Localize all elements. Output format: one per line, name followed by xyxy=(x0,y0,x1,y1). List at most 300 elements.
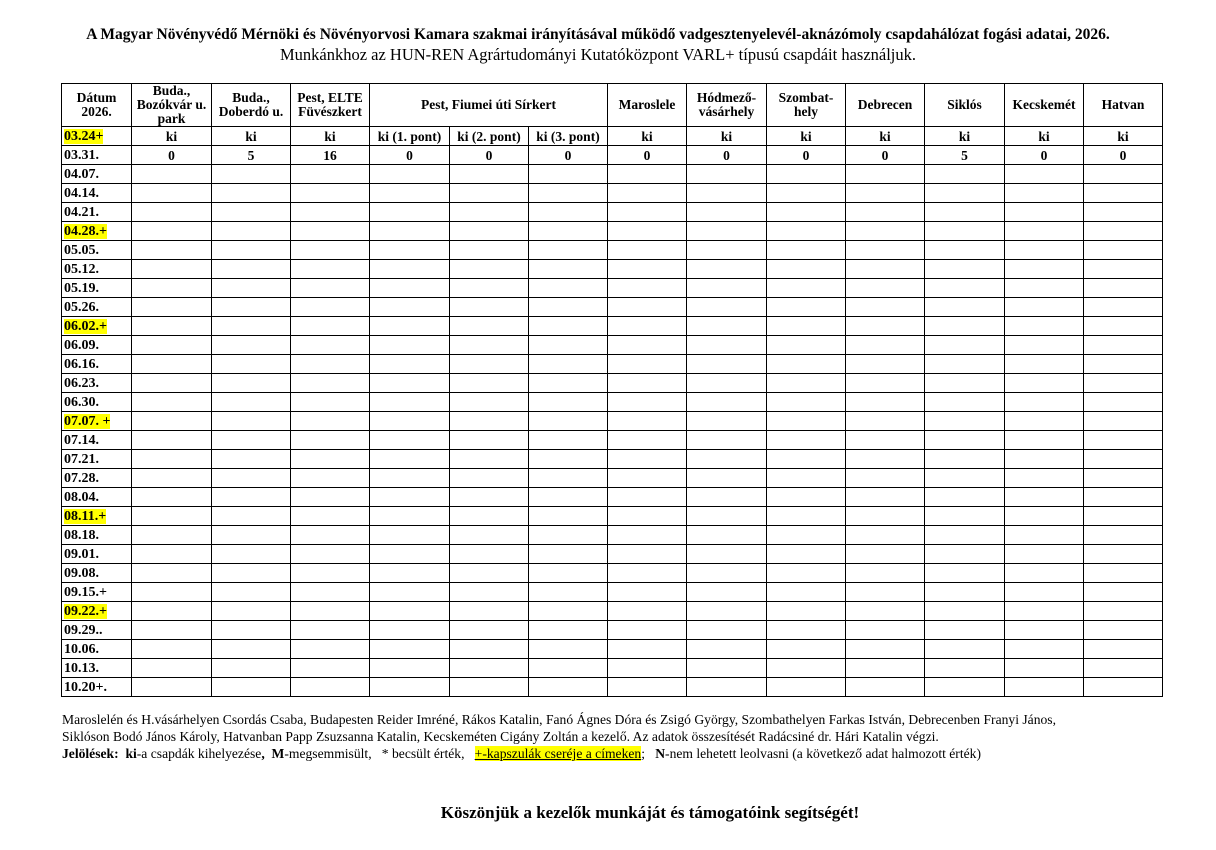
value-cell xyxy=(370,469,450,488)
value-cell xyxy=(212,203,291,222)
value-cell xyxy=(925,640,1005,659)
value-cell xyxy=(370,678,450,697)
value-cell xyxy=(687,583,767,602)
value-cell xyxy=(370,298,450,317)
value-cell xyxy=(291,621,370,640)
header-kecskemet: Kecskemét xyxy=(1005,84,1084,127)
value-cell xyxy=(212,488,291,507)
table-row xyxy=(62,355,1163,374)
value-cell: ki xyxy=(1084,127,1163,146)
value-cell xyxy=(1084,336,1163,355)
value-cell xyxy=(132,431,212,450)
table-row xyxy=(62,488,1163,507)
header-hatvan: Hatvan xyxy=(1084,84,1163,127)
value-cell xyxy=(450,564,529,583)
value-cell xyxy=(925,298,1005,317)
value-cell xyxy=(767,260,846,279)
table-row xyxy=(62,298,1163,317)
value-cell xyxy=(1005,374,1084,393)
value-cell xyxy=(608,526,687,545)
value-cell xyxy=(846,241,925,260)
value-cell xyxy=(687,564,767,583)
value-cell xyxy=(767,298,846,317)
value-cell xyxy=(291,469,370,488)
date-cell xyxy=(62,184,132,203)
value-cell xyxy=(370,222,450,241)
date-cell xyxy=(62,640,132,659)
value-cell xyxy=(687,241,767,260)
value-cell xyxy=(1084,526,1163,545)
value-cell xyxy=(212,260,291,279)
value-cell xyxy=(370,241,450,260)
value-cell xyxy=(370,165,450,184)
value-cell xyxy=(212,336,291,355)
value-cell xyxy=(529,450,608,469)
value-cell xyxy=(608,564,687,583)
value-cell xyxy=(212,602,291,621)
value-cell xyxy=(608,184,687,203)
value-cell: ki xyxy=(1005,127,1084,146)
value-cell xyxy=(1005,469,1084,488)
value-cell xyxy=(687,203,767,222)
date-label: 08.18. xyxy=(64,527,99,543)
table-row xyxy=(62,545,1163,564)
value-cell xyxy=(925,260,1005,279)
value-cell xyxy=(846,678,925,697)
value-cell xyxy=(291,279,370,298)
value-cell xyxy=(132,564,212,583)
value-cell xyxy=(687,469,767,488)
value-cell xyxy=(291,507,370,526)
value-cell xyxy=(132,659,212,678)
date-cell xyxy=(62,336,132,355)
value-cell xyxy=(687,488,767,507)
date-cell xyxy=(62,203,132,222)
value-cell xyxy=(212,298,291,317)
value-cell xyxy=(370,412,450,431)
value-cell xyxy=(370,564,450,583)
value-cell xyxy=(1005,260,1084,279)
date-label: 04.28.+ xyxy=(64,223,107,239)
value-cell xyxy=(450,203,529,222)
value-cell xyxy=(529,678,608,697)
value-cell: ki xyxy=(291,127,370,146)
value-cell xyxy=(291,203,370,222)
value-cell xyxy=(450,222,529,241)
value-cell xyxy=(1005,507,1084,526)
date-cell xyxy=(62,412,132,431)
value-cell xyxy=(608,412,687,431)
value-cell xyxy=(212,507,291,526)
value-cell xyxy=(212,279,291,298)
value-cell xyxy=(1084,355,1163,374)
value-cell xyxy=(767,602,846,621)
value-cell xyxy=(370,260,450,279)
value-cell xyxy=(132,165,212,184)
value-cell xyxy=(767,659,846,678)
value-cell xyxy=(767,621,846,640)
value-cell xyxy=(450,298,529,317)
value-cell xyxy=(370,659,450,678)
header-line: vásárhely xyxy=(698,104,755,119)
value-cell xyxy=(291,564,370,583)
value-cell xyxy=(767,393,846,412)
value-cell xyxy=(450,393,529,412)
value-cell xyxy=(767,412,846,431)
date-label: 04.21. xyxy=(64,204,99,220)
value-cell: 0 xyxy=(767,146,846,165)
value-cell xyxy=(1005,564,1084,583)
header-buda-bozokvar xyxy=(132,84,212,127)
table-row xyxy=(62,146,1163,165)
value-cell xyxy=(450,488,529,507)
value-cell xyxy=(846,602,925,621)
value-cell xyxy=(608,545,687,564)
value-cell: ki xyxy=(132,127,212,146)
value-cell xyxy=(212,678,291,697)
date-cell xyxy=(62,621,132,640)
value-cell xyxy=(608,640,687,659)
table-row xyxy=(62,564,1163,583)
value-cell: ki xyxy=(212,127,291,146)
value-cell xyxy=(846,659,925,678)
value-cell xyxy=(925,393,1005,412)
table-row xyxy=(62,165,1163,184)
value-cell xyxy=(1084,279,1163,298)
value-cell xyxy=(291,431,370,450)
table-row xyxy=(62,621,1163,640)
value-cell xyxy=(767,526,846,545)
date-cell xyxy=(62,317,132,336)
legend-n-text: -nem lehetett leolvasni (a következő adat halmozott érték) xyxy=(665,746,981,761)
value-cell xyxy=(687,659,767,678)
value-cell xyxy=(529,203,608,222)
value-cell xyxy=(1084,507,1163,526)
value-cell xyxy=(925,583,1005,602)
value-cell xyxy=(291,602,370,621)
value-cell xyxy=(370,545,450,564)
header-hodmezovasarhely xyxy=(687,84,767,127)
value-cell xyxy=(925,469,1005,488)
value-cell xyxy=(767,336,846,355)
value-cell xyxy=(687,184,767,203)
value-cell xyxy=(767,450,846,469)
value-cell xyxy=(846,279,925,298)
value-cell xyxy=(370,640,450,659)
value-cell xyxy=(925,507,1005,526)
value-cell xyxy=(132,602,212,621)
value-cell xyxy=(450,602,529,621)
value-cell xyxy=(212,583,291,602)
value-cell xyxy=(1084,165,1163,184)
value-cell xyxy=(132,526,212,545)
header-pest-fiumei: Pest, Fiumei úti Sírkert xyxy=(370,84,608,127)
value-cell xyxy=(529,431,608,450)
date-label: 10.20+. xyxy=(64,679,107,695)
date-label: 05.26. xyxy=(64,299,99,315)
date-label: 07.28. xyxy=(64,470,99,486)
value-cell xyxy=(291,640,370,659)
value-cell xyxy=(132,640,212,659)
value-cell xyxy=(687,336,767,355)
value-cell xyxy=(132,336,212,355)
value-cell: 0 xyxy=(846,146,925,165)
date-label: 05.05. xyxy=(64,242,99,258)
value-cell xyxy=(529,469,608,488)
value-cell xyxy=(450,165,529,184)
value-cell xyxy=(291,165,370,184)
value-cell xyxy=(1084,469,1163,488)
value-cell xyxy=(1005,488,1084,507)
value-cell xyxy=(1005,602,1084,621)
value-cell xyxy=(1084,583,1163,602)
date-label: 09.29.. xyxy=(64,622,103,638)
notes-section xyxy=(62,711,1182,762)
table-row xyxy=(62,659,1163,678)
table-row xyxy=(62,469,1163,488)
value-cell xyxy=(1084,659,1163,678)
value-cell xyxy=(687,412,767,431)
header-line: hely xyxy=(793,104,818,119)
value-cell xyxy=(370,336,450,355)
value-cell xyxy=(1084,545,1163,564)
value-cell xyxy=(608,260,687,279)
value-cell xyxy=(1084,222,1163,241)
date-label: 06.23. xyxy=(64,375,99,391)
value-cell xyxy=(132,317,212,336)
table-row xyxy=(62,336,1163,355)
document-subtitle: Munkánkhoz az HUN-REN Agrártudományi Kutatóközpont VARL+ típusú csapdáit használjuk. xyxy=(279,45,917,64)
value-cell xyxy=(291,260,370,279)
date-label: 08.11.+ xyxy=(64,508,107,524)
date-cell xyxy=(62,678,132,697)
value-cell xyxy=(529,659,608,678)
value-cell xyxy=(450,507,529,526)
value-cell xyxy=(132,241,212,260)
value-cell: 16 xyxy=(291,146,370,165)
value-cell xyxy=(767,640,846,659)
date-label: 06.09. xyxy=(64,337,99,353)
value-cell xyxy=(450,678,529,697)
header-buda-doberdo xyxy=(212,84,291,127)
value-cell xyxy=(370,526,450,545)
value-cell xyxy=(1084,203,1163,222)
value-cell xyxy=(450,184,529,203)
value-cell xyxy=(767,165,846,184)
value-cell xyxy=(370,374,450,393)
value-cell xyxy=(529,279,608,298)
value-cell xyxy=(608,222,687,241)
value-cell xyxy=(925,165,1005,184)
catch-data-table xyxy=(61,83,1163,697)
date-label: 06.02.+ xyxy=(64,318,107,334)
table-row xyxy=(62,678,1163,697)
value-cell: ki xyxy=(767,127,846,146)
value-cell xyxy=(846,621,925,640)
value-cell xyxy=(687,222,767,241)
value-cell xyxy=(846,412,925,431)
table-row xyxy=(62,317,1163,336)
value-cell xyxy=(450,241,529,260)
date-label: 07.21. xyxy=(64,451,99,467)
value-cell xyxy=(687,545,767,564)
date-label: 09.08. xyxy=(64,565,99,581)
date-label: 03.31. xyxy=(64,147,99,163)
date-cell xyxy=(62,564,132,583)
legend-label: Jelölések: xyxy=(62,746,119,761)
header-date-label: Dátum xyxy=(76,90,117,105)
date-cell xyxy=(62,298,132,317)
value-cell xyxy=(846,507,925,526)
value-cell xyxy=(132,222,212,241)
value-cell xyxy=(925,678,1005,697)
value-cell xyxy=(608,317,687,336)
value-cell xyxy=(212,317,291,336)
value-cell xyxy=(529,640,608,659)
value-cell xyxy=(529,412,608,431)
value-cell xyxy=(370,488,450,507)
value-cell xyxy=(608,583,687,602)
date-label: 07.07. + xyxy=(64,413,111,429)
date-cell xyxy=(62,165,132,184)
value-cell xyxy=(132,469,212,488)
value-cell xyxy=(529,298,608,317)
value-cell xyxy=(1084,564,1163,583)
value-cell xyxy=(291,488,370,507)
value-cell xyxy=(608,355,687,374)
date-label: 08.04. xyxy=(64,489,99,505)
legend-ki-key: ki xyxy=(125,746,137,761)
value-cell xyxy=(291,659,370,678)
value-cell xyxy=(687,640,767,659)
value-cell xyxy=(1005,526,1084,545)
value-cell xyxy=(1005,279,1084,298)
header-maroslele: Maroslele xyxy=(608,84,687,127)
value-cell xyxy=(767,184,846,203)
legend-star: * becsült érték, xyxy=(381,746,465,761)
value-cell xyxy=(1005,184,1084,203)
value-cell xyxy=(687,317,767,336)
value-cell xyxy=(925,621,1005,640)
value-cell xyxy=(450,583,529,602)
value-cell xyxy=(529,222,608,241)
value-cell xyxy=(1005,640,1084,659)
date-cell xyxy=(62,507,132,526)
value-cell xyxy=(529,184,608,203)
value-cell xyxy=(767,678,846,697)
value-cell xyxy=(925,488,1005,507)
value-cell xyxy=(687,355,767,374)
header-line: Szombat- xyxy=(778,90,834,105)
value-cell xyxy=(370,507,450,526)
value-cell xyxy=(291,317,370,336)
value-cell xyxy=(846,184,925,203)
value-cell xyxy=(687,165,767,184)
value-cell xyxy=(1084,241,1163,260)
value-cell xyxy=(212,374,291,393)
date-cell xyxy=(62,583,132,602)
value-cell xyxy=(450,412,529,431)
value-cell xyxy=(132,393,212,412)
value-cell xyxy=(608,279,687,298)
value-cell xyxy=(846,298,925,317)
value-cell xyxy=(846,260,925,279)
date-cell xyxy=(62,355,132,374)
date-cell xyxy=(62,488,132,507)
value-cell xyxy=(608,393,687,412)
value-cell xyxy=(608,450,687,469)
value-cell xyxy=(767,279,846,298)
value-cell xyxy=(608,336,687,355)
value-cell xyxy=(1084,298,1163,317)
value-cell xyxy=(1084,374,1163,393)
table-row xyxy=(62,222,1163,241)
table-row xyxy=(62,602,1163,621)
value-cell xyxy=(450,317,529,336)
value-cell xyxy=(1005,412,1084,431)
value-cell xyxy=(291,678,370,697)
value-cell xyxy=(846,450,925,469)
value-cell xyxy=(608,507,687,526)
value-cell xyxy=(212,659,291,678)
value-cell xyxy=(925,355,1005,374)
value-cell xyxy=(1005,355,1084,374)
value-cell xyxy=(291,374,370,393)
value-cell xyxy=(767,431,846,450)
value-cell xyxy=(450,469,529,488)
value-cell xyxy=(291,241,370,260)
value-cell: ki xyxy=(846,127,925,146)
value-cell xyxy=(1005,621,1084,640)
date-cell xyxy=(62,545,132,564)
value-cell xyxy=(529,260,608,279)
value-cell xyxy=(291,583,370,602)
date-label: 05.12. xyxy=(64,261,99,277)
value-cell xyxy=(767,545,846,564)
value-cell xyxy=(370,602,450,621)
value-cell xyxy=(370,355,450,374)
value-cell xyxy=(1084,431,1163,450)
value-cell xyxy=(529,507,608,526)
value-cell: 0 xyxy=(132,146,212,165)
value-cell xyxy=(687,298,767,317)
value-cell xyxy=(212,431,291,450)
value-cell xyxy=(687,374,767,393)
value-cell xyxy=(370,583,450,602)
value-cell xyxy=(132,450,212,469)
value-cell xyxy=(370,203,450,222)
value-cell xyxy=(212,184,291,203)
value-cell xyxy=(132,488,212,507)
value-cell xyxy=(767,222,846,241)
value-cell xyxy=(687,260,767,279)
legend-m-key: M xyxy=(271,746,285,761)
header-siklos: Siklós xyxy=(925,84,1005,127)
value-cell xyxy=(450,431,529,450)
date-cell xyxy=(62,241,132,260)
value-cell xyxy=(687,678,767,697)
value-cell xyxy=(370,393,450,412)
date-cell xyxy=(62,393,132,412)
header-date-year: 2026. xyxy=(81,104,112,119)
operators-line-2: Siklóson Bodó János Károly, Hatvanban Papp Zsuzsanna Katalin, Kecskeméten Cigány Zoltán a kezelő. Az adatok összesítését Radácsiné dr. Hári Katalin végzi. xyxy=(62,729,939,744)
value-cell xyxy=(212,545,291,564)
value-cell xyxy=(529,602,608,621)
value-cell xyxy=(608,602,687,621)
value-cell xyxy=(1084,602,1163,621)
value-cell xyxy=(529,545,608,564)
date-label: 09.22.+ xyxy=(64,603,107,619)
